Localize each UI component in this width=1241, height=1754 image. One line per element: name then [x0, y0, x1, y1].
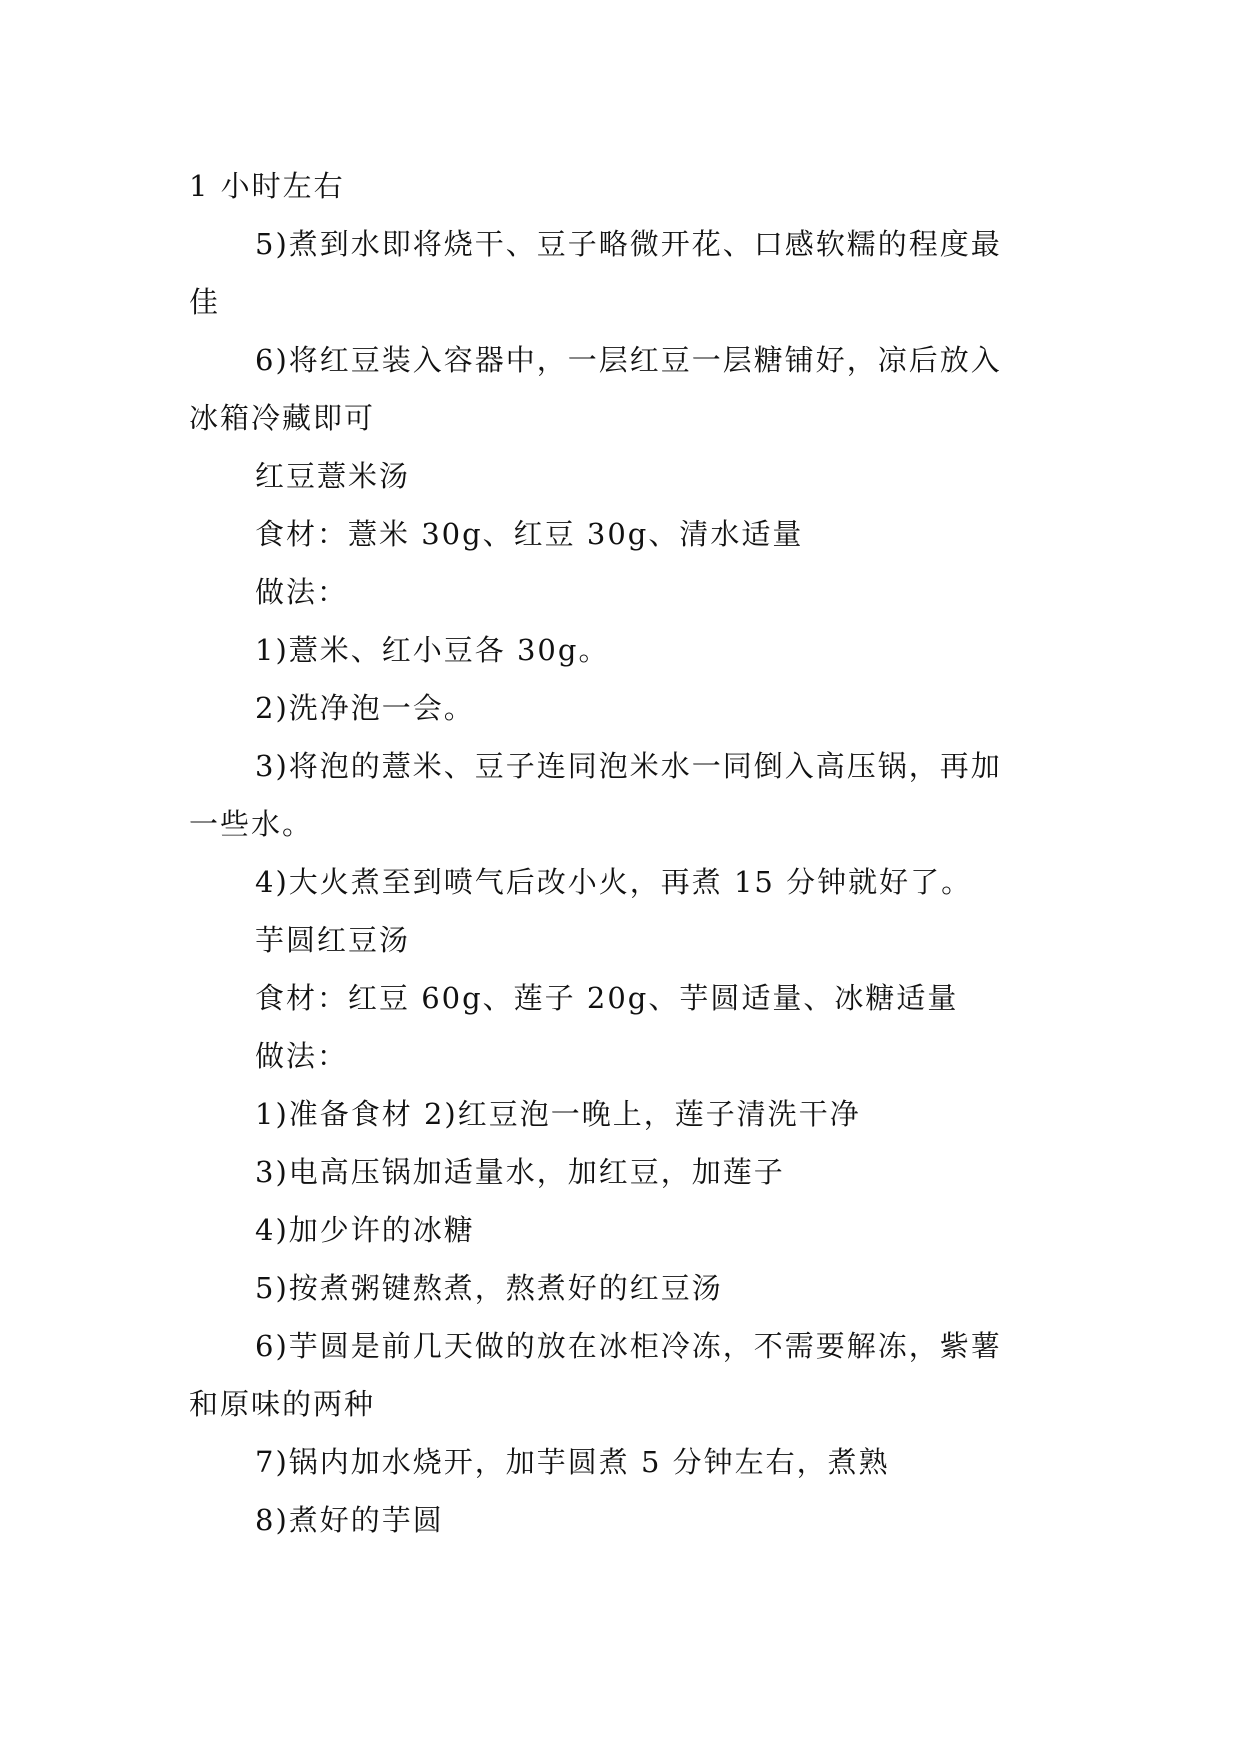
- method-heading: 做法：: [255, 1039, 349, 1073]
- ingredients-line: 食材：红豆 60g、莲子 20g、芋圆适量、冰糖适量: [255, 981, 959, 1015]
- text-line: 1 小时左右: [189, 169, 345, 203]
- document-body: [189, 157, 1057, 1549]
- text-line: 5)煮到水即将烧干、豆子略微开花、口感软糯的程度最: [255, 227, 1002, 261]
- step-line: 1)薏米、红小豆各 30g。: [255, 633, 610, 667]
- step-line: 4)加少许的冰糖: [255, 1213, 475, 1247]
- step-line: 5)按煮粥键熬煮，熬煮好的红豆汤: [255, 1271, 723, 1305]
- step-line: 8)煮好的芋圆: [255, 1503, 444, 1537]
- step-line: 6)芋圆是前几天做的放在冰柜冷冻，不需要解冻，紫薯: [255, 1329, 1002, 1363]
- method-heading: 做法：: [255, 575, 349, 609]
- text-line: 6)将红豆装入容器中，一层红豆一层糖铺好，凉后放入: [255, 343, 1002, 377]
- step-line: 7)锅内加水烧开，加芋圆煮 5 分钟左右，煮熟: [255, 1445, 890, 1479]
- step-line: 1)准备食材 2)红豆泡一晚上，莲子清洗干净: [255, 1097, 861, 1131]
- section-title: 红豆薏米汤: [255, 459, 411, 493]
- step-line: 一些水。: [189, 807, 314, 841]
- step-line: 2)洗净泡一会。: [255, 691, 475, 725]
- step-line: 4)大火煮至到喷气后改小火，再煮 15 分钟就好了。: [255, 865, 973, 899]
- step-line: 3)将泡的薏米、豆子连同泡米水一同倒入高压锅，再加: [255, 749, 1002, 783]
- text-line: 佳: [189, 285, 221, 319]
- text-line: 冰箱冷藏即可: [189, 401, 376, 435]
- step-line: 3)电高压锅加适量水，加红豆，加莲子: [255, 1155, 785, 1189]
- step-line: 和原味的两种: [189, 1387, 376, 1421]
- ingredients-line: 食材：薏米 30g、红豆 30g、清水适量: [255, 517, 804, 551]
- section-title: 芋圆红豆汤: [255, 923, 411, 957]
